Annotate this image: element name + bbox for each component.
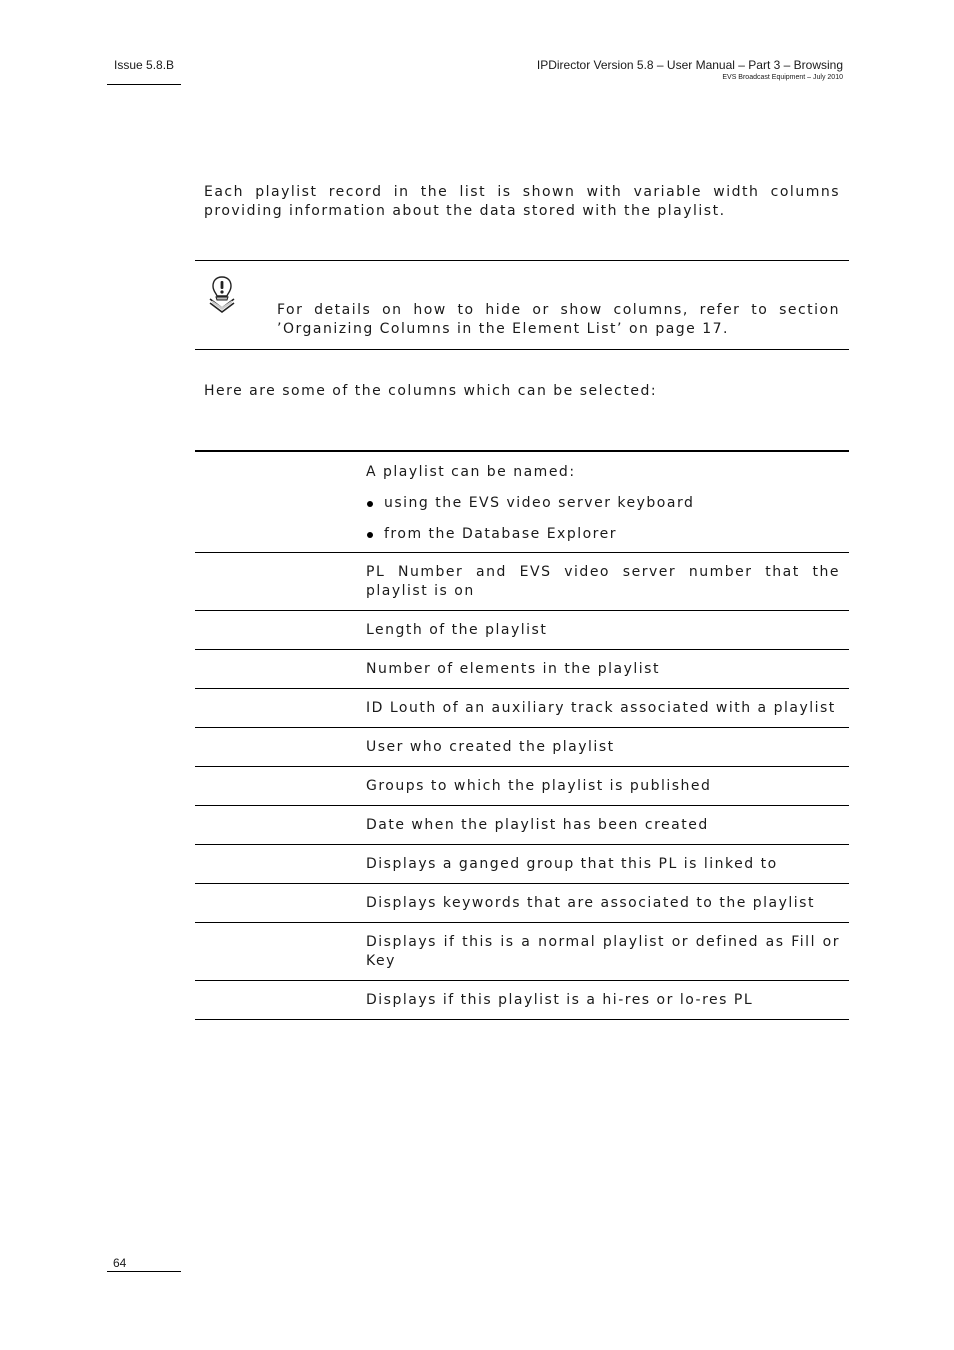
table-row [195,650,849,689]
table-row [195,923,849,981]
list-item: from the Database Explorer [366,525,840,544]
column-description-cell [366,767,849,805]
column-description: Displays if this playlist is a hi-res or lo-res PL [366,992,754,1008]
column-description: A playlist can be named: [366,464,576,480]
header-subtitle: EVS Broadcast Equipment – July 2010 [722,74,843,81]
column-name-cell [195,923,366,980]
table-row [195,806,849,845]
columns-lead-text: Here are some of the columns which can be selected: [204,383,658,399]
column-description: ID Louth of an auxiliary track associated with a playlist [366,700,836,716]
column-description-cell [366,611,849,649]
column-description-cell [366,806,849,844]
table-row [195,845,849,884]
header-title: IPDirector Version 5.8 – User Manual – Part 3 – Browsing [536,58,843,72]
intro-paragraph: Each playlist record in the list is shown with variable width columns providing information about the data stored with the playlist. [204,184,840,219]
column-name-cell [195,553,366,610]
column-description: Number of elements in the playlist [366,661,660,677]
column-description-cell [366,553,849,610]
column-name-cell [195,845,366,883]
column-description: Date when the playlist has been created [366,817,709,833]
column-name-cell [195,650,366,688]
column-name-cell [195,689,366,727]
page-number: 64 [113,1256,127,1270]
table-row [195,689,849,728]
note-text: For details on how to hide or show columns, refer to section ’Organizing Columns in the Element List’ on page 17. [277,302,840,337]
list-item: using the EVS video server keyboard [366,494,840,513]
column-description-cell [366,689,849,727]
table-row [195,553,849,611]
header-divider [107,84,181,85]
column-description-cell [366,728,849,766]
column-description: Length of the playlist [366,622,548,638]
column-description-cell [366,845,849,883]
column-description: Displays a ganged group that this PL is linked to [366,856,778,872]
naming-methods-list [366,494,840,544]
column-description-cell [366,981,849,1019]
column-description: User who created the playlist [366,739,615,755]
column-name-cell [195,981,366,1019]
header-issue: Issue 5.8.B [114,58,175,72]
column-name-cell [195,767,366,805]
table-row [195,767,849,806]
column-description: PL Number and EVS video server number that the playlist is on [366,564,840,599]
table-row [195,452,849,553]
note-box [195,260,849,350]
column-description: Displays if this is a normal playlist or defined as Fill or Key [366,934,840,969]
column-description: Groups to which the playlist is published [366,778,712,794]
table-row [195,611,849,650]
column-name-cell [195,884,366,922]
table-row [195,728,849,767]
column-description-cell [366,884,849,922]
column-description-cell [366,923,849,980]
column-description-cell [366,452,849,552]
table-row [195,981,849,1020]
table-row [195,884,849,923]
column-name-cell [195,806,366,844]
columns-table [195,450,849,1020]
column-description-cell [366,650,849,688]
column-name-cell [195,452,366,552]
column-description: Displays keywords that are associated to the playlist [366,895,815,911]
column-name-cell [195,728,366,766]
note-icon [207,275,237,313]
column-name-cell [195,611,366,649]
footer-divider [107,1271,181,1272]
